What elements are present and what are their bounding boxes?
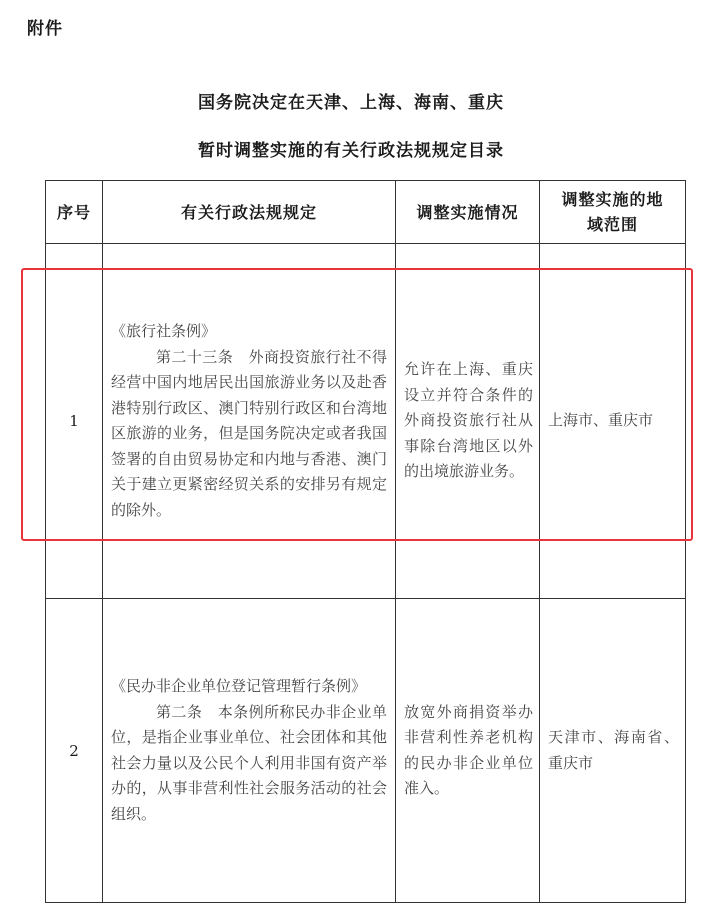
- regulation-title: 《民办非企业单位登记管理暂行条例》: [111, 677, 367, 695]
- column-header-adjustment: 调整实施情况: [396, 181, 540, 244]
- row-index: 1: [46, 244, 103, 599]
- document-title-line-2: 暂时调整实施的有关行政法规规定目录: [198, 141, 504, 161]
- regulation-body: 第二十三条 外商投资旅行社不得经营中国内地居民出国旅游业务以及赴香港特别行政区、澳门特别行政区和台湾地区旅游的业务，但是国务院决定或者我国签署的自由贸易协定和内地与香港、澳门关于建立更紧密经贸关系的安排另有规定的除外。: [111, 347, 387, 519]
- column-header-regulation: 有关行政法规规定: [103, 181, 396, 244]
- attachment-label: 附件: [27, 19, 63, 39]
- regulation-body: 第二条 本条例所称民办非企业单位，是指企业事业单位、社会团体和其他社会力量以及公民个人利用非国有资产举办的，从事非营利性社会服务活动的社会组织。: [111, 702, 387, 823]
- table-row: [46, 599, 686, 903]
- column-header-index: 序号: [46, 181, 103, 244]
- adjustment-cell: 放宽外商捐资举办非营利性养老机构的民办非企业单位准入。: [396, 599, 540, 903]
- table-row: [46, 244, 686, 599]
- row-index: 2: [46, 599, 103, 903]
- regulation-cell: [103, 599, 396, 903]
- table-header-row: [46, 181, 686, 244]
- regulation-cell: [103, 244, 396, 599]
- regulations-table: [45, 180, 686, 903]
- region-cell: 天津市、海南省、重庆市: [540, 599, 686, 903]
- adjustment-cell: 允许在上海、重庆设立并符合条件的外商投资旅行社从事除台湾地区以外的出境旅游业务。: [396, 244, 540, 599]
- document-title-line-1: 国务院决定在天津、上海、海南、重庆: [198, 93, 504, 113]
- regulation-title: 《旅行社条例》: [111, 322, 217, 340]
- column-header-region: 调整实施的地域范围: [540, 181, 686, 244]
- region-cell: 上海市、重庆市: [540, 244, 686, 599]
